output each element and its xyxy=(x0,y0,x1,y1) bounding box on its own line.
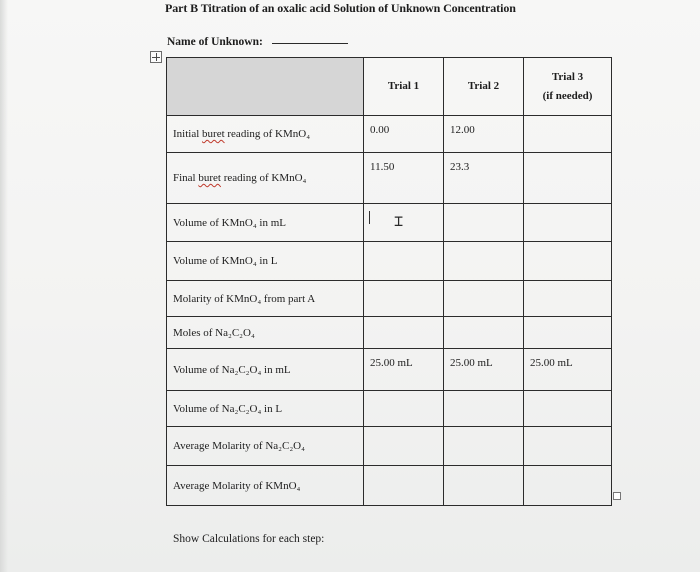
table-row xyxy=(167,427,612,466)
cell-moles-trial-2[interactable] xyxy=(444,317,524,349)
table-resize-handle[interactable] xyxy=(613,492,621,500)
cell-final-trial-2[interactable]: 23.3 xyxy=(444,153,524,204)
cell-kmno4-l-trial-2[interactable] xyxy=(444,242,524,281)
cell-final-trial-3[interactable] xyxy=(524,153,612,204)
column-header-trial-3-label: Trial 3 xyxy=(551,70,584,83)
column-header-trial-2: Trial 2 xyxy=(444,58,524,116)
row-label-kmno4-molarity: Molarity of KMnO₄ from part A xyxy=(167,281,364,317)
row-label-final-buret: Final buret reading of KMnO₄ xyxy=(167,153,364,204)
row-label-kmno4-volume-l: Volume of KMnO₄ in L xyxy=(167,242,364,281)
cell-kmno4-ml-trial-2[interactable] xyxy=(444,204,524,242)
cell-moles-trial-3[interactable] xyxy=(524,317,612,349)
spellcheck-word: buret xyxy=(198,172,221,184)
spellcheck-word: buret xyxy=(202,128,225,140)
cell-avg-k-trial-2[interactable] xyxy=(444,466,524,506)
cell-molarity-trial-3[interactable] xyxy=(524,281,612,317)
column-header-trial-1: Trial 1 xyxy=(364,58,444,116)
column-header-trial-3 xyxy=(524,58,612,116)
table-move-icon[interactable] xyxy=(150,51,162,63)
table-row xyxy=(167,281,612,317)
cell-na-l-trial-1[interactable] xyxy=(364,391,444,427)
table-header-row xyxy=(167,58,612,116)
row-label-average-molarity-na2c2o4: Average Molarity of Na₂C₂O₄ xyxy=(167,427,364,466)
cell-molarity-trial-1[interactable] xyxy=(364,281,444,317)
table-row xyxy=(167,116,612,153)
row-label-average-molarity-kmno4: Average Molarity of KMnO₄ xyxy=(167,466,364,506)
paper-edge xyxy=(0,0,8,572)
cell-avg-na-trial-1[interactable] xyxy=(364,427,444,466)
row-label-na2c2o4-volume-ml: Volume of Na₂C₂O₄ in mL xyxy=(167,349,364,391)
page-title: Part B Titration of an oxalic acid Solution of Unknown Concentration xyxy=(165,1,516,15)
name-of-unknown-label: Name of Unknown: xyxy=(167,36,263,48)
cell-initial-trial-3[interactable] xyxy=(524,116,612,153)
row-label-initial-buret: Initial buret reading of KMnO₄ xyxy=(167,116,364,153)
i-beam-cursor-icon: ⌶ xyxy=(394,212,404,230)
text-caret xyxy=(369,211,370,224)
cell-avg-k-trial-3[interactable] xyxy=(524,466,612,506)
titration-table xyxy=(166,57,612,506)
cell-na-ml-trial-1[interactable]: 25.00 mL xyxy=(364,349,444,391)
cell-moles-trial-1[interactable] xyxy=(364,317,444,349)
cell-avg-k-trial-1[interactable] xyxy=(364,466,444,506)
cell-avg-na-trial-2[interactable] xyxy=(444,427,524,466)
cell-kmno4-ml-trial-1[interactable] xyxy=(364,204,444,242)
cell-na-ml-trial-2[interactable]: 25.00 mL xyxy=(444,349,524,391)
cell-na-l-trial-3[interactable] xyxy=(524,391,612,427)
table-row xyxy=(167,466,612,506)
row-label-moles-na2c2o4: Moles of Na₂C₂O₄ xyxy=(167,317,364,349)
table-row xyxy=(167,204,612,242)
header-blank-cell xyxy=(167,58,364,116)
name-of-unknown-line[interactable] xyxy=(272,43,348,44)
cell-final-trial-1[interactable]: 11.50 xyxy=(364,153,444,204)
row-label-na2c2o4-volume-l: Volume of Na₂C₂O₄ in L xyxy=(167,391,364,427)
cell-avg-na-trial-3[interactable] xyxy=(524,427,612,466)
cell-initial-trial-1[interactable]: 0.00 xyxy=(364,116,444,153)
cell-kmno4-ml-trial-3[interactable] xyxy=(524,204,612,242)
cell-na-ml-trial-3[interactable]: 25.00 mL xyxy=(524,349,612,391)
table-row xyxy=(167,317,612,349)
show-calculations-prompt: Show Calculations for each step: xyxy=(173,533,325,545)
cell-initial-trial-2[interactable]: 12.00 xyxy=(444,116,524,153)
table-row xyxy=(167,153,612,204)
cell-kmno4-l-trial-1[interactable] xyxy=(364,242,444,281)
table-row xyxy=(167,391,612,427)
cell-molarity-trial-2[interactable] xyxy=(444,281,524,317)
row-label-kmno4-volume-ml: Volume of KMnO₄ in mL xyxy=(167,204,364,242)
table-row xyxy=(167,242,612,281)
column-header-trial-3-note: (if needed) xyxy=(542,89,593,102)
table-row xyxy=(167,349,612,391)
cell-kmno4-l-trial-3[interactable] xyxy=(524,242,612,281)
cell-na-l-trial-2[interactable] xyxy=(444,391,524,427)
